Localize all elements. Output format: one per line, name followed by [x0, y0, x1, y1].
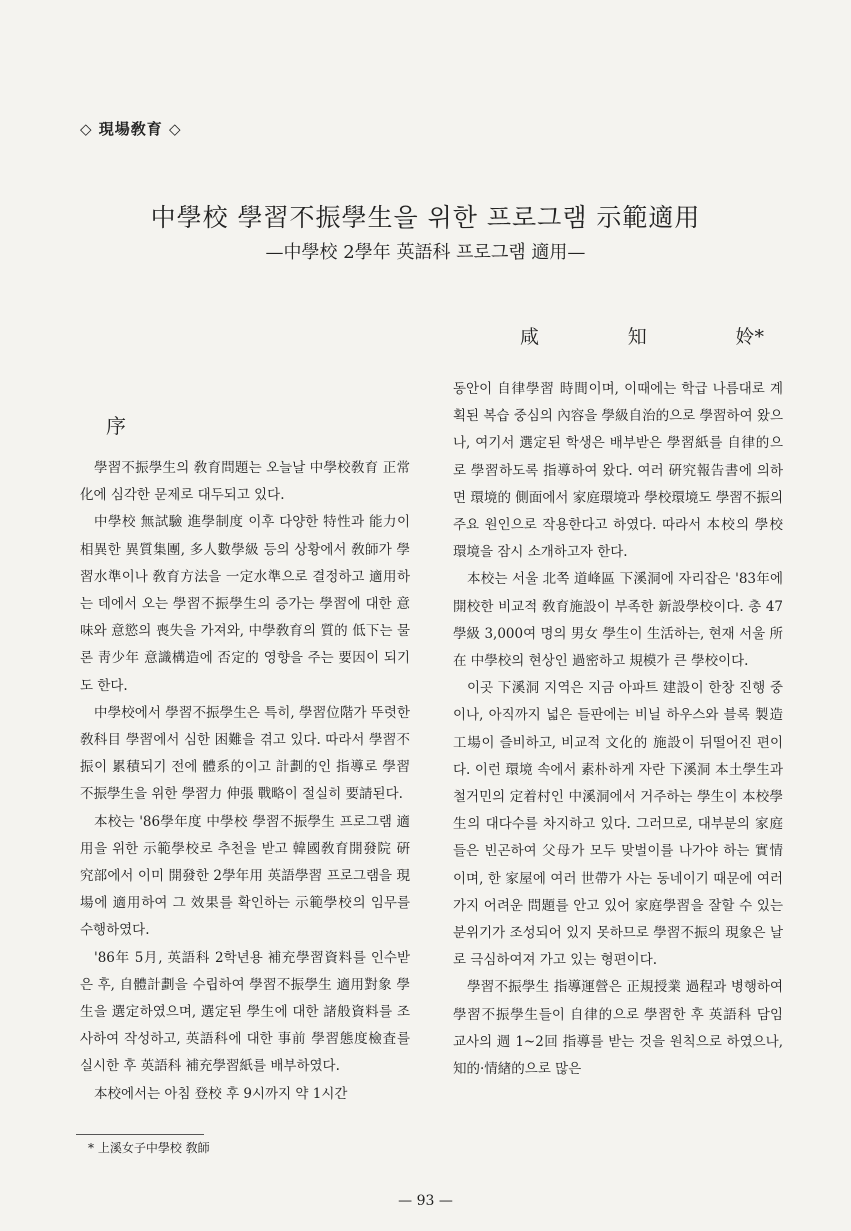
page-number: — 93 — — [398, 1193, 453, 1209]
paragraph: '86年 5月, 英語科 2학년용 補充學習資料를 인수받은 후, 自體計劃을 수립하여 學習不振學生 適用對象 學生을 選定하였으며, 選定된 學生에 대한 諸般資料를 조사하여 작성하고, 英語科에 대한 事前 學習態度檢査를 실시한 후 英語科 補充學習紙를 배부하였다. — [80, 949, 410, 1075]
paragraph: 中學校 無試驗 進學制度 이후 다양한 特性과 能力이 相異한 異質集團, 多人數學級 등의 상황에서 敎師가 學習水準이나 敎育方法을 一定水準으로 결정하고 適用하는 데에서 오는 學習不振學生의 증가는 學習에 대한 意味와 意慾의 喪失을 가져와, 中學敎育의 質的 低下는 물론 靑少年 意識構造에 否定的 영향을 주는 要因이 되기도 한다. — [80, 514, 410, 694]
article-subtitle: —中學校 2學年 英語科 프로그램 適用— — [265, 242, 586, 263]
right-column — [453, 376, 783, 1083]
paragraph: 學習不振學生의 敎育問題는 오늘날 中學校敎育 正常化에 심각한 문제로 대두되고 있다. — [80, 460, 410, 504]
paragraph: 이곳 下溪洞 지역은 지금 아파트 建設이 한창 진행 중이나, 아직까지 넓은 들판에는 비닐 하우스와 블록 製造工場이 즐비하고, 비교적 文化的 施設이 뒤떨어진 편이다. 이런 環境 속에서 素朴하게 자란 下溪洞 本土學生과 철거민의 定着村인 中溪洞에서 거주하는 學生이 本校學生의 대다수를 차지하고 있다. 그러므로, 대부분의 家庭들은 빈곤하여 父母가 모두 맞벌이를 나가야 하는 實情이며, 한 家屋에 여러 世帶가 사는 동네이기 때문에 여러 가지 어려운 問題를 안고 있어 家庭學習을 잘할 수 있는 분위기가 조성되어 있지 못하므로 學習不振의 現象은 날로 극심하여져 가고 있는 형편이다. — [453, 680, 783, 969]
section-label: ◇ 現場敎育 ◇ — [80, 120, 182, 138]
paragraph: 本校는 서울 北쪽 道峰區 下溪洞에 자리잡은 '83年에 開校한 비교적 敎育施設이 부족한 新設學校이다. 총 47學級 3,000여 명의 男女 學生이 生活하는, 현재 서울 所在 中學校의 현상인 過密하고 規模가 큰 學校이다. — [453, 571, 783, 670]
paragraph: 學習不振學生 指導運營은 正規授業 過程과 병행하여 學習不振學生들이 自律的으로 學習한 후 英語科 담임 교사의 週 1~2回 指導를 받는 것을 원칙으로 하였으나, 知的·情緖的으로 많은 — [453, 979, 783, 1078]
paragraph: 中學校에서 學習不振學生은 특히, 學習位階가 뚜렷한 敎科目 學習에서 심한 困難을 겪고 있다. 따라서 學習不振이 累積되기 전에 體系的이고 計劃的인 指導로 學習不振學生을 위한 學習力 伸張 戰略이 절실히 要請된다. — [80, 704, 410, 803]
author-name — [520, 322, 764, 349]
article-title: 中學校 學習不振學生을 위한 프로그램 示範適用 — [150, 203, 701, 232]
section-heading-preface: 序 — [106, 414, 126, 438]
left-column — [80, 455, 410, 1108]
author-char: 咸 — [520, 326, 540, 348]
author-char: 知 — [627, 326, 647, 348]
footnote: * 上溪女子中學校 敎師 — [88, 1141, 210, 1155]
footnote-divider — [76, 1134, 204, 1135]
paragraph: 本校는 '86學年度 中學校 學習不振學生 프로그램 適用을 위한 示範學校로 추천을 받고 韓國敎育開發院 硏究部에서 이미 開發한 2學年用 英語學習 프로그램을 現場에 適用하여 그 效果를 확인하는 示範學校의 임무를 수행하였다. — [80, 813, 410, 939]
paragraph: 本校에서는 아침 登校 후 9시까지 약 1시간 — [94, 1085, 348, 1102]
paragraph: 동안이 自律學習 時間이며, 이때에는 학급 나름대로 계획된 복습 중심의 內容을 學級自治的으로 學習하여 왔으나, 여기서 選定된 학생은 배부받은 學習紙를 自律的으로 學習하도록 指導하여 왔다. 여러 硏究報告書에 의하면 環境的 側面에서 家庭環境과 學校環境도 學習不振의 주요 원인으로 작용한다고 하였다. 따라서 本校의 學校環境을 잠시 소개하고자 한다. — [453, 381, 783, 561]
author-char: 姈* — [735, 326, 764, 348]
